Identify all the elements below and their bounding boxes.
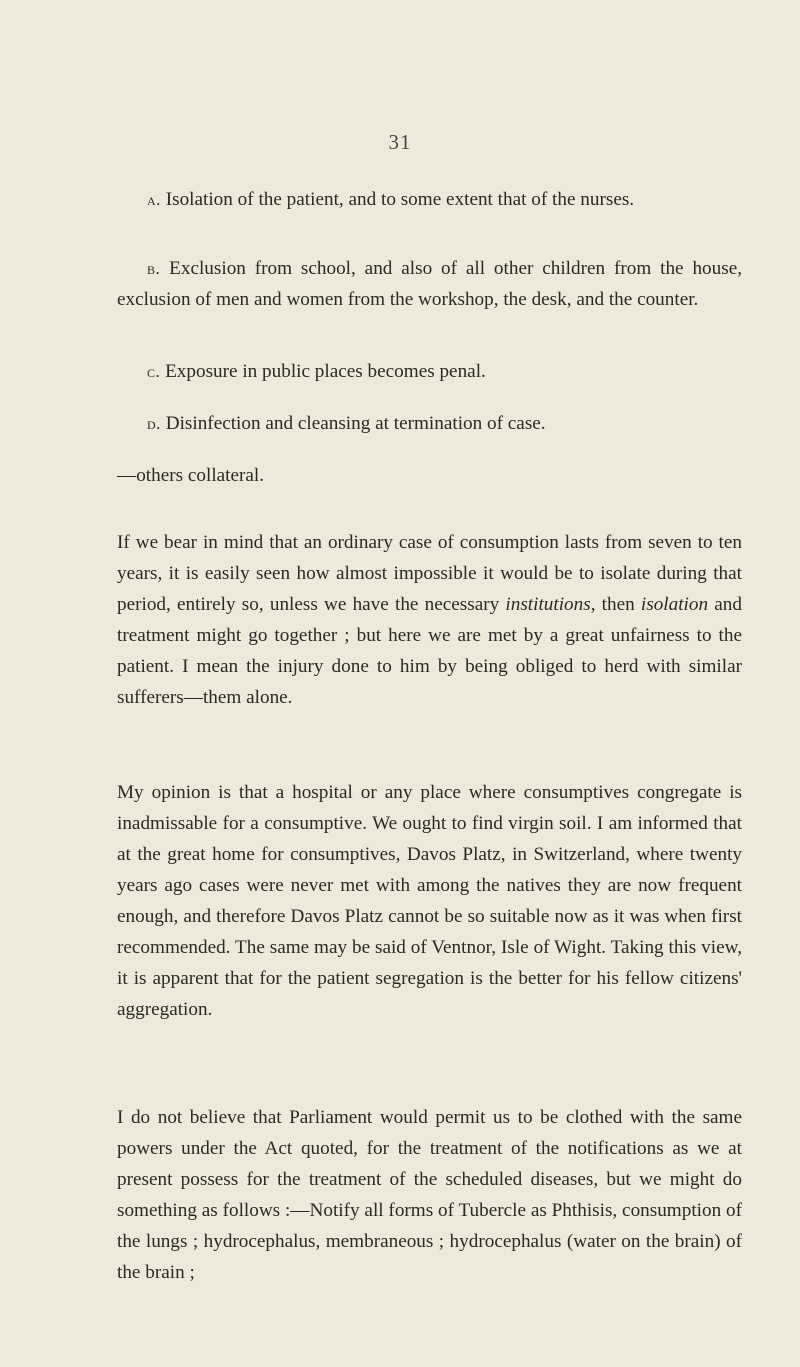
paragraph-2: My opinion is that a hospital or any place where consumptives congregate is inadmissable for a consumptive. We ought to find virgin soil. I am informed that at the great home for consumptives, Davos Platz, in Switzerland, where twenty years ago cases were never met with among the natives they are now frequent enough, and therefore Davos Platz cannot be so suitable now as it was when first recommended. The same may be said of Ventnor, Isle of Wight. Taking this view, it is apparent that for the patient segregation is the better for his fellow citizens' aggregation.: [117, 782, 742, 1020]
list-item-b: [117, 253, 742, 315]
list-item-c: [117, 356, 742, 387]
list-letter: b.: [147, 259, 161, 278]
paragraph-1-emphasis-2: isolation: [640, 594, 709, 615]
page-number: 31: [388, 130, 412, 154]
paragraph-1-part-1: If we bear in mind that an ordinary case of consumption lasts from seven to ten years, it is easily seen how almost impossible it would be to isolate during that period, entirely so, unless we have the necessary: [117, 532, 742, 615]
list-letter: c.: [147, 362, 161, 381]
list-text: Exclusion from school, and also of all other children from the house, exclusion of men and women from the workshop, the desk, and the counter.: [117, 258, 743, 310]
list-text: Disinfection and cleansing at termination of case.: [165, 413, 546, 434]
paragraph-3: I do not believe that Parliament would permit us to be clothed with the same powers under the Act quoted, for the treatment of the notifications as we at present possess for the treatment of the scheduled diseases, but we might do something as follows :—Notify all forms of Tubercle as Phthisis, consumption of the lungs ; hydrocephalus, membraneous ; hydrocephalus (water on the brain) of the brain ;: [117, 1107, 742, 1283]
list-letter: d.: [147, 414, 161, 433]
paragraph-1-part-3: and treatment might go together ; but here we are met by a great unfairness to the patient. I mean the injury done to him by being obliged to herd with similar sufferers—them alone.: [117, 594, 742, 708]
list-text: Isolation of the patient, and to some extent that of the nurses.: [165, 189, 635, 210]
collateral-note: —others collateral.: [117, 465, 265, 486]
paragraph-1-emphasis-1: institutions: [505, 594, 591, 615]
list-text: Exposure in public places becomes penal.: [165, 361, 486, 382]
list-letter: a.: [147, 190, 161, 209]
list-item-a: [117, 184, 742, 215]
list-item-d: [117, 408, 742, 439]
paragraph-1: [117, 527, 742, 713]
paragraph-1-part-2: , then: [590, 594, 641, 615]
